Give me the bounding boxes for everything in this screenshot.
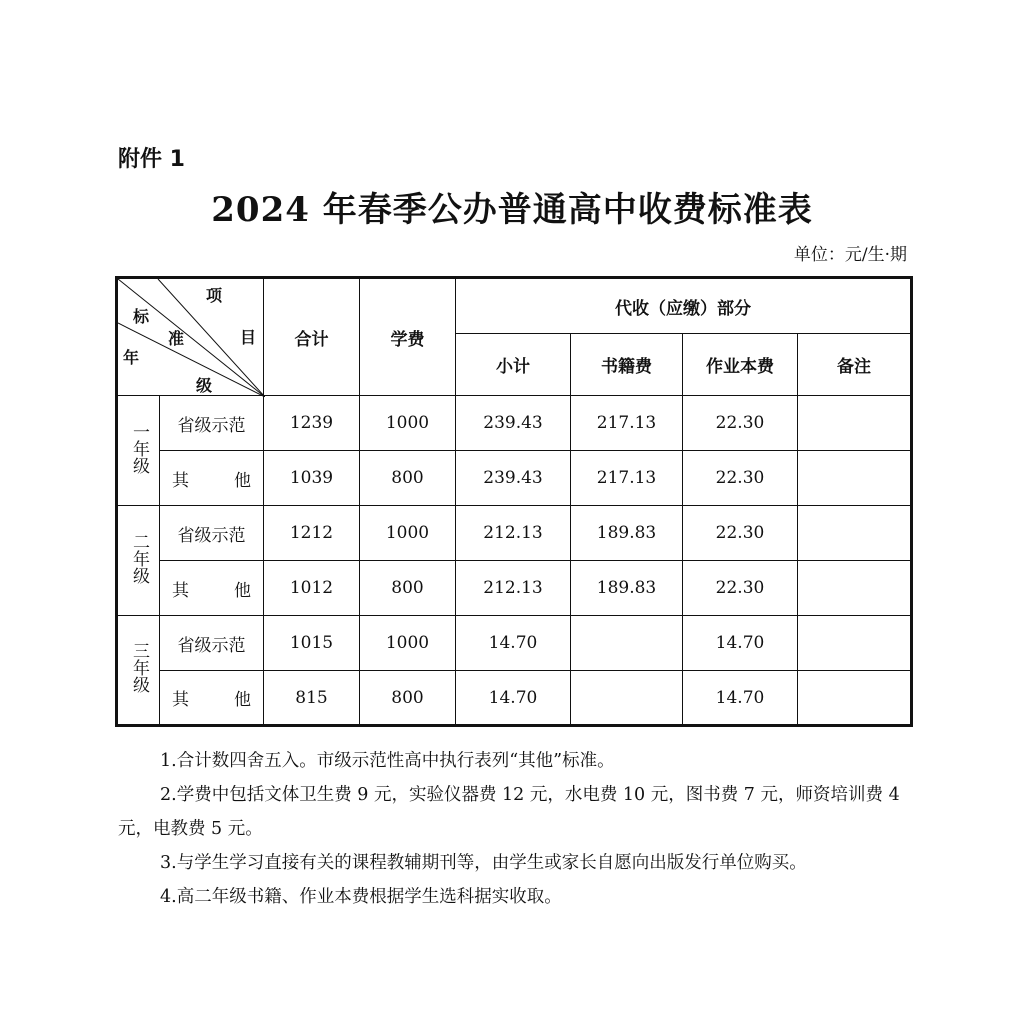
workbook-cell: 14.70 xyxy=(683,616,798,671)
col-tuition-header: 学费 xyxy=(360,278,456,396)
table-row xyxy=(117,671,912,726)
note-cell xyxy=(798,561,912,616)
books-cell: 217.13 xyxy=(571,396,683,451)
grade-label: 三年级 xyxy=(117,616,160,726)
page-title: 2024 年春季公办普通高中收费标准表 xyxy=(211,190,813,230)
corner-standard-1: 标 xyxy=(133,307,150,326)
workbook-cell: 22.30 xyxy=(683,396,798,451)
note-cell xyxy=(798,506,912,561)
tuition-cell: 800 xyxy=(360,451,456,506)
subtotal-cell: 239.43 xyxy=(456,451,571,506)
table-row xyxy=(117,506,912,561)
grade-label: 一年级 xyxy=(117,396,160,506)
tuition-cell: 800 xyxy=(360,561,456,616)
total-cell: 1039 xyxy=(264,451,360,506)
school-type: 省级示范 xyxy=(160,396,264,451)
workbook-cell: 14.70 xyxy=(683,671,798,726)
col-collect-header: 代收（应缴）部分 xyxy=(456,278,912,334)
total-cell: 1012 xyxy=(264,561,360,616)
tuition-cell: 1000 xyxy=(360,616,456,671)
notes xyxy=(118,744,910,914)
col-workbook-header: 作业本费 xyxy=(683,334,798,396)
school-type: 其 他 xyxy=(160,451,264,506)
books-cell xyxy=(571,616,683,671)
subtotal-cell: 14.70 xyxy=(456,671,571,726)
unit-label: 单位：元/生·期 xyxy=(793,245,907,265)
subtotal-cell: 14.70 xyxy=(456,616,571,671)
books-cell: 189.83 xyxy=(571,506,683,561)
books-cell: 217.13 xyxy=(571,451,683,506)
table-row xyxy=(117,616,912,671)
note-cell xyxy=(798,396,912,451)
note-item: 4.高二年级书籍、作业本费根据学生选科据实收取。 xyxy=(160,887,562,907)
tuition-cell: 1000 xyxy=(360,396,456,451)
workbook-cell: 22.30 xyxy=(683,506,798,561)
subtotal-cell: 239.43 xyxy=(456,396,571,451)
tuition-cell: 1000 xyxy=(360,506,456,561)
workbook-cell: 22.30 xyxy=(683,561,798,616)
grade-label: 二年级 xyxy=(117,506,160,616)
subtotal-cell: 212.13 xyxy=(456,506,571,561)
diagonal-header-cell xyxy=(117,278,264,396)
table-row xyxy=(117,396,912,451)
note-item: 2.学费中包括文体卫生费 9 元，实验仪器费 12 元，水电费 10 元，图书费 7 元，师资培训费 4 元，电教费 5 元。 xyxy=(118,785,900,839)
subtotal-cell: 212.13 xyxy=(456,561,571,616)
col-books-header: 书籍费 xyxy=(571,334,683,396)
corner-grade-2: 级 xyxy=(196,376,213,395)
tuition-cell: 800 xyxy=(360,671,456,726)
note-cell xyxy=(798,671,912,726)
books-cell xyxy=(571,671,683,726)
corner-standard-2: 准 xyxy=(168,329,185,348)
total-cell: 815 xyxy=(264,671,360,726)
note-cell xyxy=(798,451,912,506)
col-subtotal-header: 小计 xyxy=(456,334,571,396)
table-row xyxy=(117,451,912,506)
workbook-cell: 22.30 xyxy=(683,451,798,506)
corner-grade-1: 年 xyxy=(123,348,140,367)
attachment-label: 附件 1 xyxy=(118,147,185,172)
books-cell: 189.83 xyxy=(571,561,683,616)
note-item: 1.合计数四舍五入。市级示范性高中执行表列“其他”标准。 xyxy=(160,751,615,771)
total-cell: 1239 xyxy=(264,396,360,451)
total-cell: 1015 xyxy=(264,616,360,671)
school-type: 其 他 xyxy=(160,671,264,726)
school-type: 其 他 xyxy=(160,561,264,616)
total-cell: 1212 xyxy=(264,506,360,561)
school-type: 省级示范 xyxy=(160,506,264,561)
col-total-header: 合计 xyxy=(264,278,360,396)
table-row xyxy=(117,561,912,616)
school-type: 省级示范 xyxy=(160,616,264,671)
fee-table xyxy=(115,276,913,727)
note-item: 3.与学生学习直接有关的课程教辅期刊等，由学生或家长自愿向出版发行单位购买。 xyxy=(160,853,807,873)
corner-item-1: 项 xyxy=(206,286,223,305)
note-cell xyxy=(798,616,912,671)
col-note-header: 备注 xyxy=(798,334,912,396)
corner-item-2: 目 xyxy=(240,328,257,347)
